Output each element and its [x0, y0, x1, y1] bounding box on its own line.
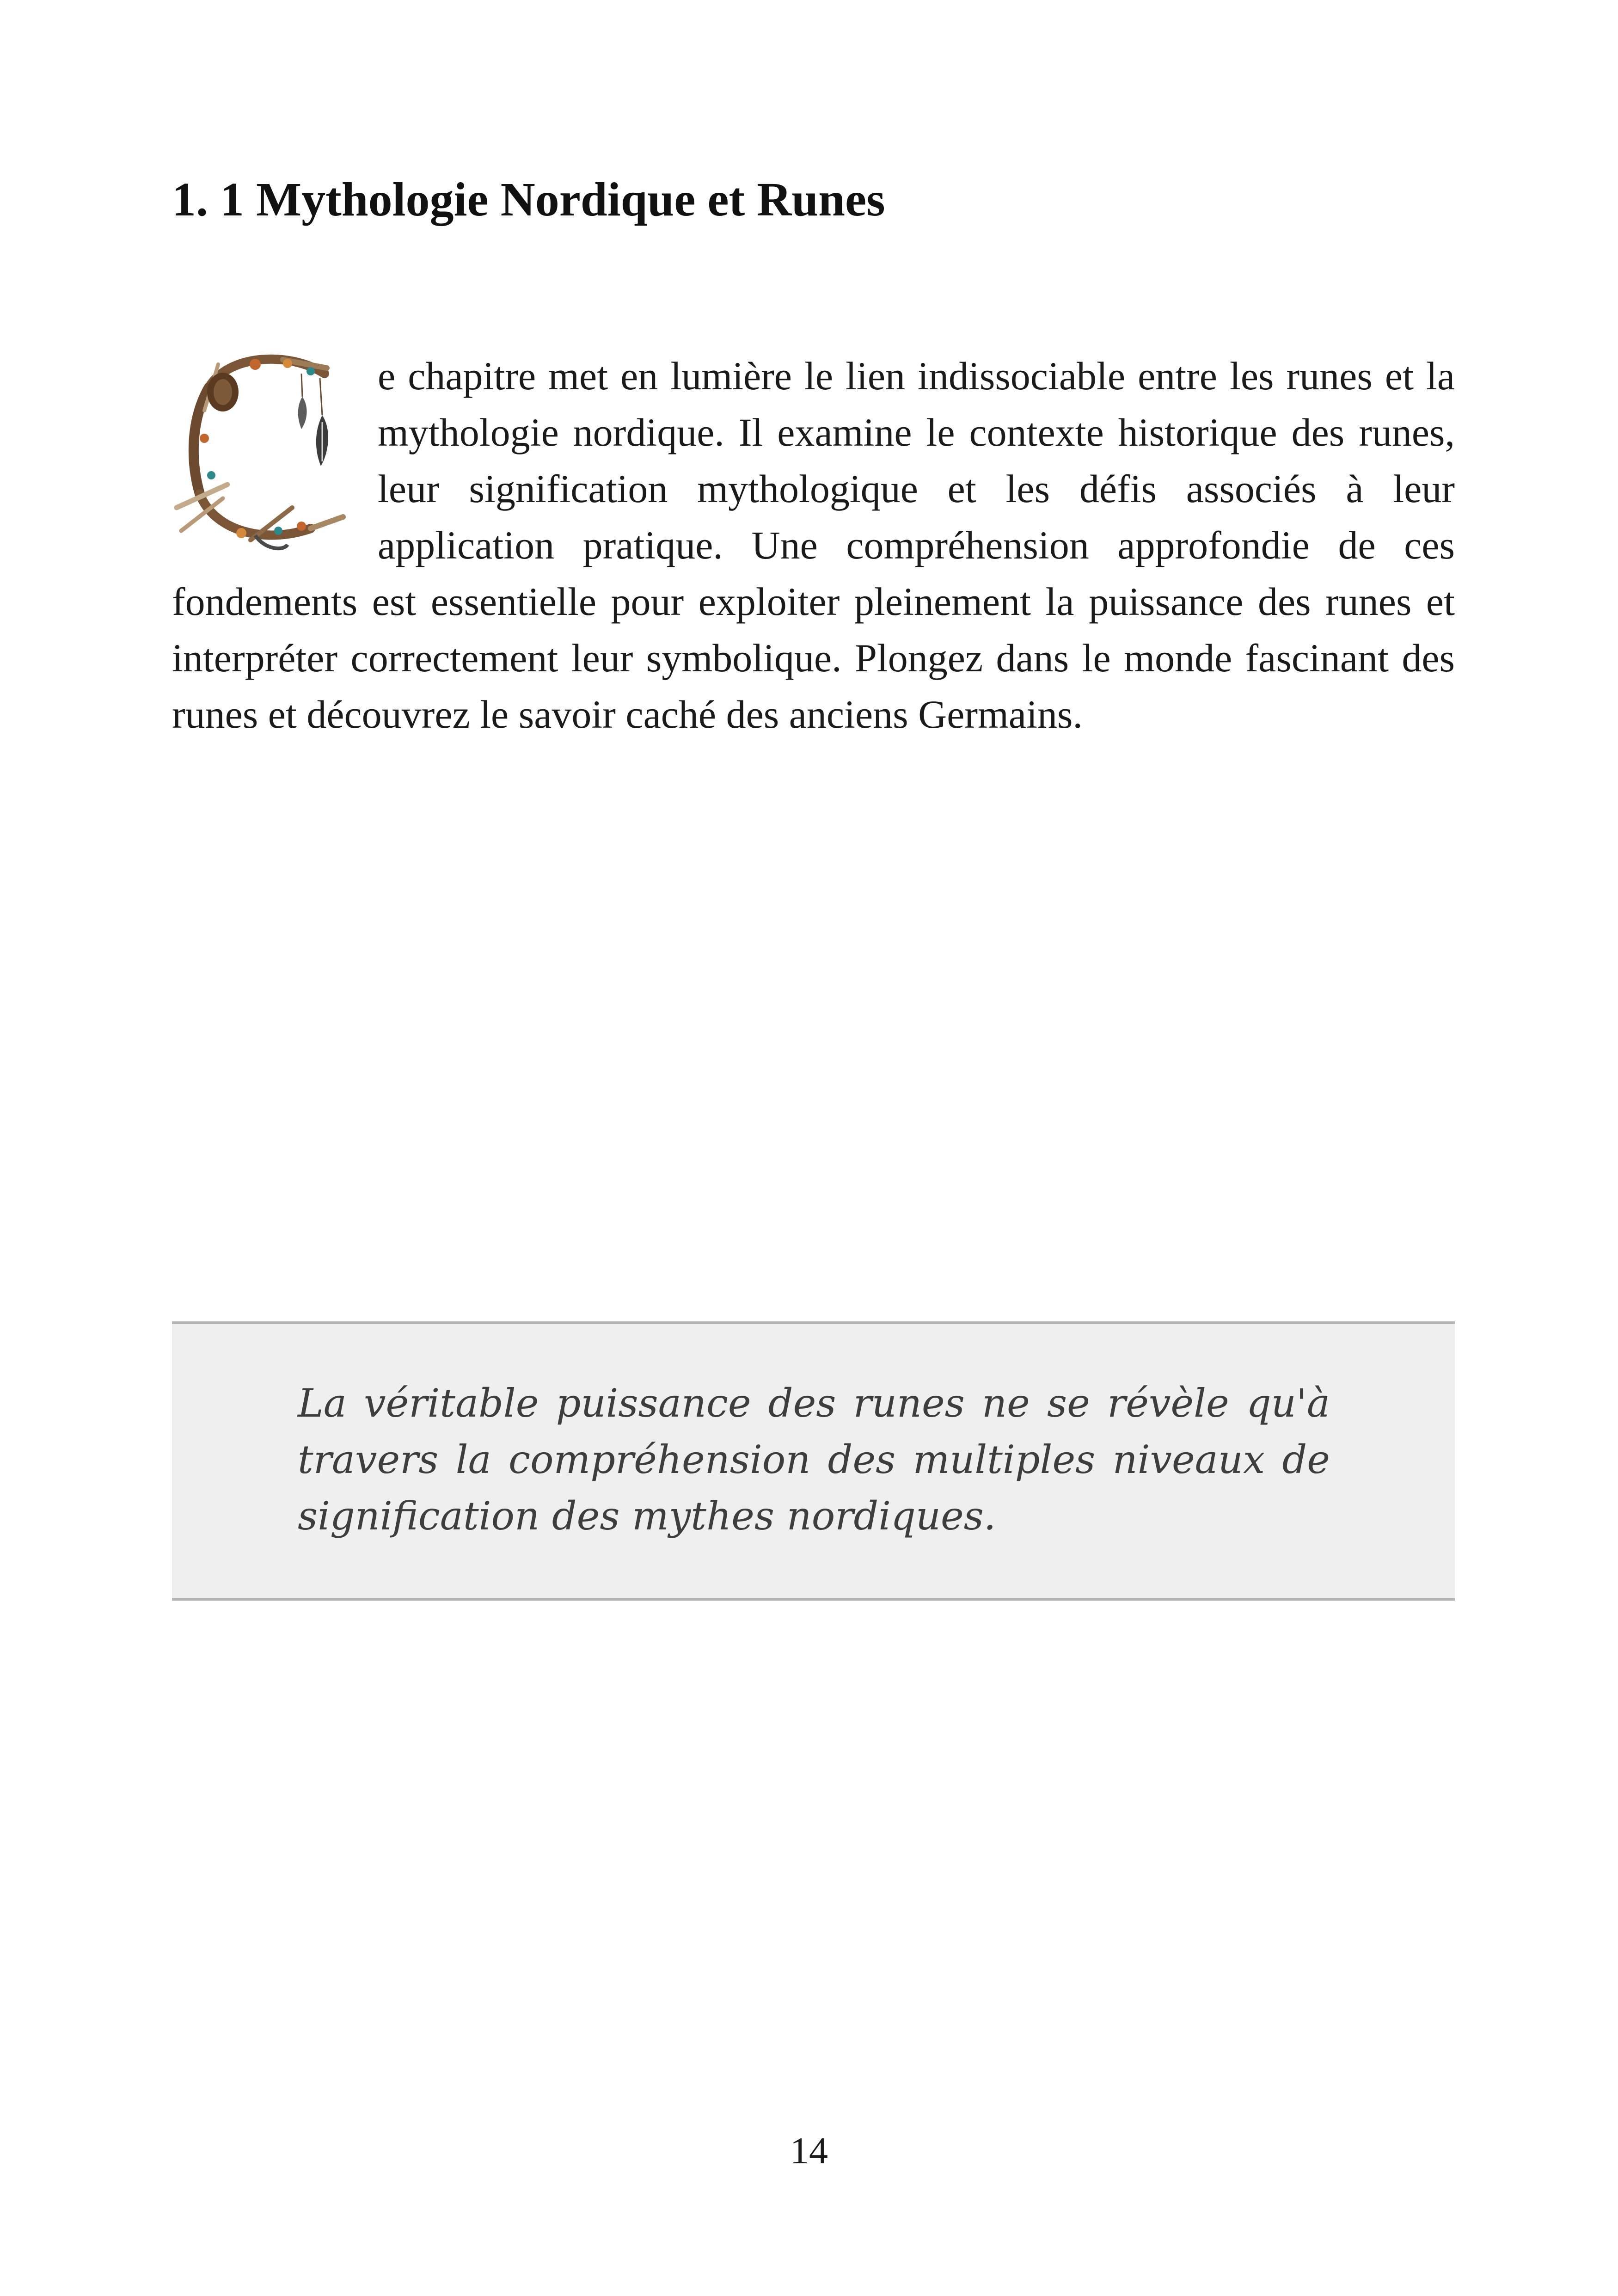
page-number: 14: [790, 2130, 828, 2172]
callout-quote-box: [172, 1321, 1455, 1601]
callout-quote-text: La véritable puissance des runes ne se révèle qu'à travers la compréhension des multiples niveaux de signification des mythes nordiques.: [298, 1381, 1330, 1539]
section-title: 1. 1 Mythologie Nordique et Runes: [172, 173, 885, 226]
intro-body-text: e chapitre met en lumière le lien indissociable entre les runes et la mythologie nordique. Il examine le contexte historique des runes, leur signification mythologique et les défis associés à leur application pratique. Une compréhension approfondie de ces fondements est essentielle pour exploiter pleinement la puissance des runes et interpréter correctement leur symbolique. Plongez dans le monde fascinant des runes et découvrez le savoir caché des anciens Germains.: [172, 354, 1455, 737]
intro-paragraph: [172, 348, 1455, 743]
drop-cap-spacer: [172, 348, 378, 570]
